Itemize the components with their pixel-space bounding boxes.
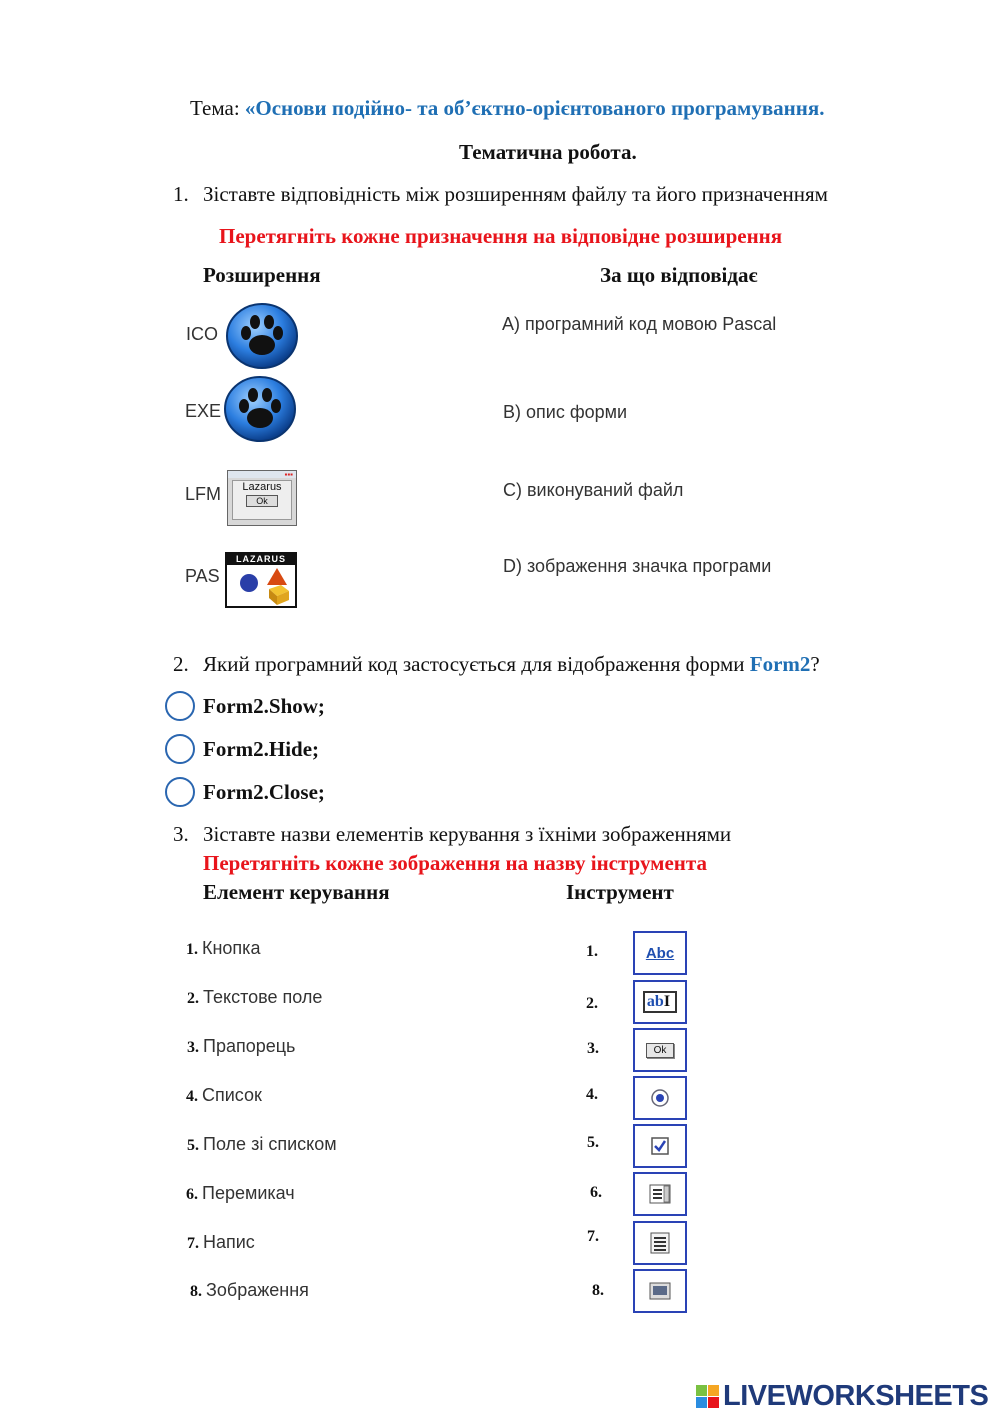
tool-num: 4. [586,1086,598,1103]
control-label: Напис [203,1232,255,1252]
task3-question: Зіставте назви елементів керування з їхніми зображеннями [203,822,732,846]
radio-option-close[interactable] [165,777,195,807]
task3-col-tool: Інструмент [566,880,674,904]
control-label: Кнопка [202,938,261,958]
listbox-icon[interactable] [633,1221,687,1265]
pas-icon-label: LAZARUS [227,554,295,565]
task2-question-mark: ? [810,652,820,676]
task1-col-meaning: За що відповідає [600,263,758,287]
paw-icon [226,303,298,369]
meaning-b[interactable]: B) опис форми [503,402,628,422]
radio-option-show[interactable] [165,691,195,721]
control-row[interactable] [187,987,322,1008]
extension-ico[interactable]: ICO [186,324,219,344]
radio-button-icon[interactable] [633,1076,687,1120]
control-row[interactable] [186,938,260,959]
liveworksheets-logo-icon [696,1385,720,1409]
topic-line [190,96,824,121]
control-row[interactable] [186,1085,262,1106]
meaning-d[interactable]: D) зображення значка програми [503,556,772,576]
extension-exe[interactable]: EXE [185,401,222,421]
topic-title: «Основи подійно- та об’єктно-орієнтованого програмування. [244,96,825,120]
task1-instruction: Перетягніть кожне призначення на відповідне розширення [219,224,783,248]
control-row[interactable] [187,1134,337,1155]
combobox-icon[interactable] [633,1172,687,1216]
task1-number: 1. [173,182,189,206]
tool-num: 1. [586,943,598,960]
control-label: Прапорець [203,1036,296,1056]
control-row[interactable] [190,1280,309,1301]
control-num: 4. [186,1088,198,1105]
button-ok-icon[interactable] [633,1028,687,1072]
tool-num: 2. [586,995,598,1012]
control-num: 5. [187,1137,199,1154]
control-num: 8. [190,1283,202,1300]
lfm-icon-label: Lazarus [242,481,282,493]
form-window-icon: ▪▪▪ Lazarus Ok [227,470,297,526]
worksheet-subtitle: Тематична робота. [459,140,637,164]
control-label: Список [202,1085,262,1105]
task1-question: Зіставте відповідність між розширенням файлу та його призначенням [203,182,828,206]
control-num: 2. [187,990,199,1007]
control-num: 6. [186,1186,198,1203]
task1-col-extension: Розширення [203,263,321,287]
task2-form-name: Form2 [749,652,811,676]
option-hide-label: Form2.Hide; [203,737,320,761]
control-label: Текстове поле [203,987,323,1007]
tool-num: 7. [587,1228,599,1245]
control-label: Зображення [206,1280,309,1300]
task2-number: 2. [173,652,189,676]
task3-number: 3. [173,822,189,846]
task3-col-control: Елемент керування [203,880,390,904]
control-row[interactable] [186,1183,295,1204]
radio-option-hide[interactable] [165,734,195,764]
control-row[interactable] [187,1036,295,1057]
meaning-c[interactable]: C) виконуваний файл [503,480,684,500]
tool-ok-text: Ok [646,1043,675,1058]
lazarus-shapes-icon [225,552,297,608]
tool-num: 5. [587,1134,599,1151]
topic-prefix: Тема: [190,96,245,120]
control-num: 1. [186,941,198,958]
task3-instruction: Перетягніть кожне зображення на назву інструмента [203,851,707,875]
tool-num: 3. [587,1040,599,1057]
tool-num: 6. [590,1184,602,1201]
control-label: Поле зі списком [203,1134,337,1154]
control-num: 7. [187,1235,199,1252]
label-abc-icon[interactable] [633,931,687,975]
liveworksheets-brand: LIVEWORKSHEETS [723,1380,989,1412]
extension-pas[interactable]: PAS [185,566,220,586]
control-row[interactable] [187,1232,255,1253]
edit-textbox-icon[interactable]: abI [633,980,687,1024]
image-icon[interactable] [633,1269,687,1313]
option-show-label: Form2.Show; [203,694,325,718]
task2-question-text: Який програмний код застосується для відображення форми [203,652,750,676]
checkbox-icon[interactable] [633,1124,687,1168]
paw-icon [224,376,296,442]
tool-ab-text: ab [646,993,664,1010]
meaning-a[interactable]: A) програмний код мовою Pascal [502,314,777,334]
control-label: Перемикач [202,1183,295,1203]
option-close-label: Form2.Close; [203,780,325,804]
task2-question [203,652,820,677]
liveworksheets-logo [696,1380,988,1413]
extension-lfm[interactable]: LFM [185,484,221,504]
tool-num: 8. [592,1282,604,1299]
control-num: 3. [187,1039,199,1056]
tool-abc-text: Abc [645,944,675,962]
lfm-icon-button: Ok [246,495,278,507]
